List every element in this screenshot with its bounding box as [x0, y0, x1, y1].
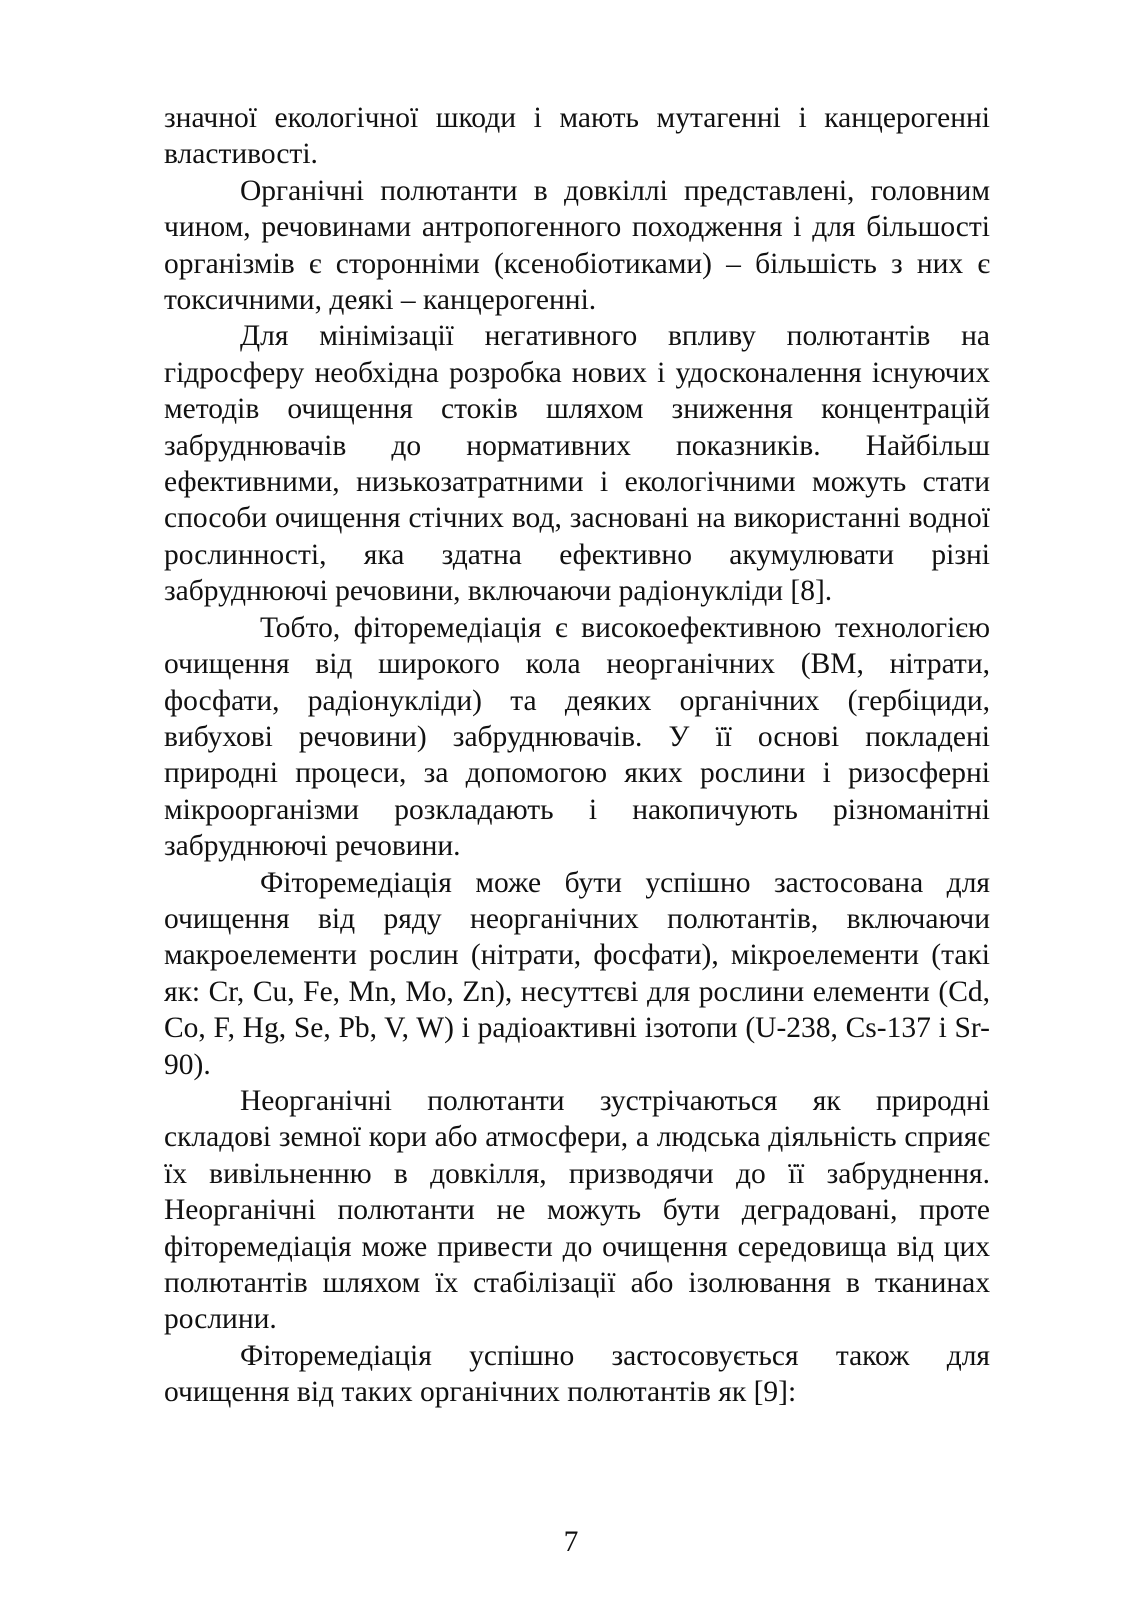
paragraph-inorganic-application: Фіторемедіація може бути успішно застосована для очищення від ряду неорганічних полютантів, включаючи макроелементи рослин (нітрати, фосфати), мікроелементи (такі як: Cr, Cu, Fe, Mn, Mo, Zn), несуттєві для рослини елементи (Cd, Co, F, Hg, Se, Pb, V, W) і радіоактивні ізотопи (U-238, Cs-137 і Sr-90).: [164, 866, 990, 1081]
paragraph-organic-pollutants: Органічні полютанти в довкіллі представлені, головним чином, речовинами антропогенного походження і для більшості організмів є сторонніми (ксенобіотиками) – більшість з них є токсичними, деякі – канцерогенні.: [164, 174, 990, 317]
paragraph-phytoremediation-definition: Тобто, фіторемедіація є високоефективною технологією очищення від широкого кола неорганічних (ВМ, нітрати, фосфати, радіонукліди) та деяких органічних (гербіциди, вибухові речовини) забруднювачів. У її основі покладені природні процеси, за допомогою яких рослини і ризосферні мікроорганізми розкладають і накопичують різноманітні забруднюючі речовини.: [164, 611, 990, 863]
page-number: 7: [563, 1526, 579, 1558]
paragraph-organic-application: Фіторемедіація успішно застосовується також для очищення від таких органічних полютантів як [9]:: [164, 1339, 990, 1409]
paragraph-continuation: значної екологічної шкоди і мають мутагенні і канцерогенні властивості.: [164, 102, 990, 171]
body-text: [164, 100, 990, 1411]
paragraph-inorganic-pollutants: Неорганічні полютанти зустрічаються як природні складові земної кори або атмосфери, а людська діяльність сприяє їх вивільненню в довкілля, призводячи до її забруднення. Неорганічні полютанти не можуть бути деградовані, проте фіторемедіація може привести до очищення середовища від цих полютантів шляхом їх стабілізації або ізолювання в тканинах рослини.: [164, 1084, 990, 1336]
paragraph-minimization: Для мінімізації негативного впливу полютантів на гідросферу необхідна розробка нових і удосконалення існуючих методів очищення стоків шляхом зниження концентрацій забруднювачів до нормативних показників. Найбільш ефективними, низькозатратними і екологічними можуть стати способи очищення стічних вод, засновані на використанні водної рослинності, яка здатна ефективно акумулювати різні забруднюючі речовини, включаючи радіонукліди [8].: [164, 320, 990, 608]
